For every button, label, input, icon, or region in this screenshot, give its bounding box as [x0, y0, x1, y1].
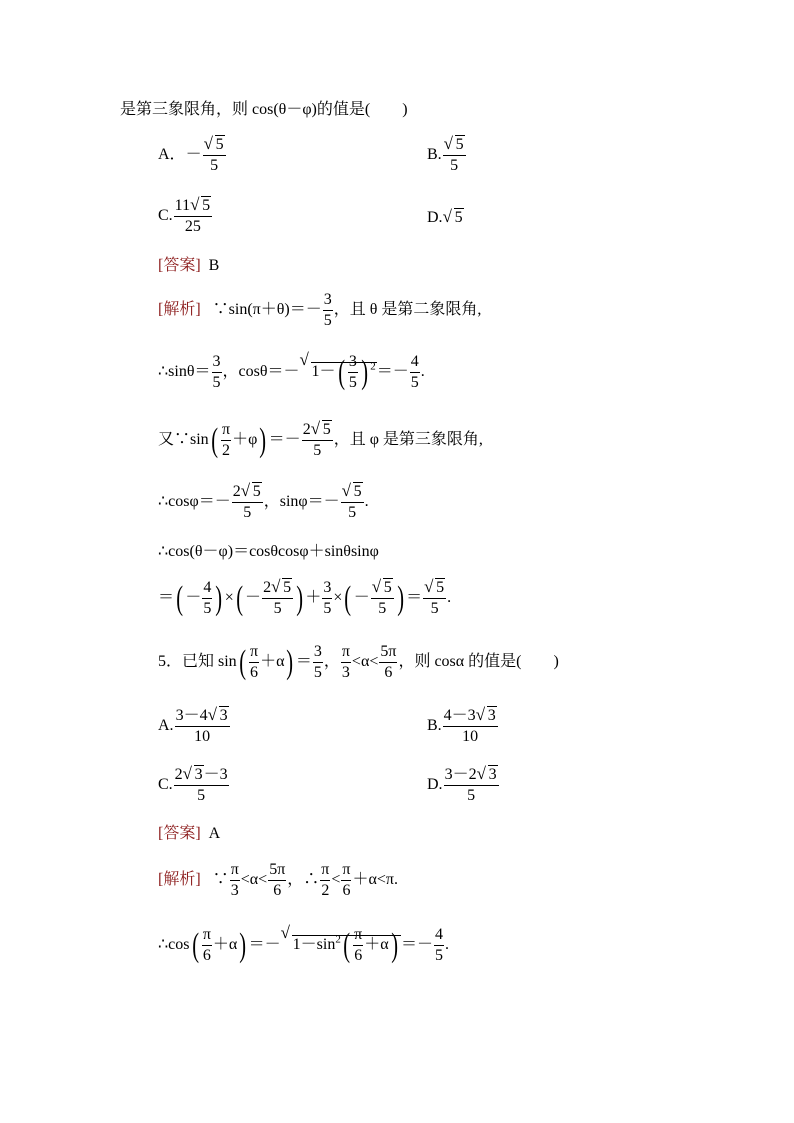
fraction: [221, 420, 231, 461]
analysis-text: ＋: [305, 589, 322, 607]
numerator: π: [341, 642, 351, 663]
numerator: 4: [410, 352, 420, 373]
option-b-den: 5: [450, 157, 459, 174]
analysis-line-1: [158, 290, 481, 331]
fraction: [232, 482, 263, 523]
analysis-text: ＋α: [364, 936, 389, 954]
numerator: π: [353, 925, 363, 946]
denominator: 5: [273, 600, 282, 617]
exponent: 2: [335, 933, 341, 946]
denominator: 5: [348, 504, 357, 521]
fraction: [348, 352, 358, 393]
stem-text: <α<: [351, 653, 379, 671]
stem-text: ＋α: [260, 653, 285, 671]
analysis-text: ∵: [212, 871, 229, 889]
option-b-fraction: [443, 135, 466, 176]
option-a-letter: A．: [158, 146, 186, 164]
analysis-text: ×: [224, 589, 234, 607]
denominator: 3: [230, 882, 239, 899]
fraction: [202, 925, 212, 966]
fraction: [320, 860, 330, 901]
sqrt: √ 1－( $\frac{3}{5}$ ) $^2$: [300, 352, 377, 393]
numerator: 4: [434, 925, 444, 946]
answer-label: [答案]: [158, 257, 201, 274]
option-d-sqrt: 3: [488, 766, 497, 783]
stem-text: 5．已知 sin: [158, 653, 237, 671]
sqrt-value: 5: [283, 579, 292, 596]
denominator: 3: [341, 664, 350, 681]
numerator: 5π: [268, 860, 286, 881]
option-b-fraction: [443, 706, 498, 747]
fraction: [341, 642, 351, 683]
analysis-text: ，sinφ＝－: [263, 493, 340, 511]
analysis-text: －: [185, 589, 202, 607]
denominator: 2: [321, 882, 330, 899]
analysis-text: ，cosθ＝－: [222, 363, 300, 381]
option-c-fraction: [174, 196, 212, 237]
option-c-num: 2: [174, 766, 183, 783]
denominator: 6: [273, 882, 282, 899]
coefficient: 2: [302, 421, 311, 438]
option-c-sqrt: 3: [194, 766, 203, 783]
denominator: 5: [243, 504, 252, 521]
analysis-line-3: 又∵sin( $\frac{\pi}{2}$ ＋φ) ＝－ $\frac{2√ 5}{5}$ ，且 φ 是第三象限角,: [158, 420, 483, 461]
option-c-letter: C.: [158, 776, 173, 794]
option-d-num: 3－2: [444, 766, 477, 783]
answer-line-q5: [158, 824, 220, 844]
analysis-label: [解析]: [158, 871, 201, 889]
analysis-line-2: [158, 352, 425, 393]
denominator: 5: [313, 664, 322, 681]
option-a-den: 10: [194, 728, 211, 745]
fraction: [313, 642, 323, 683]
analysis-text: －: [245, 589, 262, 607]
option-d-fraction: [444, 765, 499, 806]
option-a: [158, 706, 231, 747]
analysis-text: ∴sinθ＝: [158, 363, 211, 381]
fraction: [379, 642, 397, 683]
exponent: 2: [370, 360, 376, 373]
option-d-letter: D.: [427, 209, 443, 226]
denominator: 6: [342, 882, 351, 899]
option-c-den: 5: [197, 787, 206, 804]
option-d-sqrt: 5: [454, 209, 463, 226]
sqrt-value: 5: [322, 421, 331, 438]
option-c-sqrt: 5: [202, 197, 211, 214]
coefficient: 2: [263, 579, 272, 596]
analysis-text: ，且 φ 是第三象限角,: [333, 431, 483, 449]
sqrt: √ $1-\sin^2$( $\frac{\pi}{6}$ ＋α): [281, 925, 401, 966]
numerator: 3: [313, 642, 323, 663]
denominator: 5: [212, 374, 221, 391]
option-b: [427, 706, 499, 747]
denominator: 5: [203, 600, 212, 617]
option-c: [158, 765, 230, 806]
fraction: [212, 352, 222, 393]
analysis-text: 1－: [311, 363, 336, 381]
analysis-text: ＋φ: [232, 431, 258, 449]
analysis-text: －: [353, 589, 370, 607]
option-d-letter: D.: [427, 776, 443, 794]
option-b-letter: B.: [427, 146, 442, 164]
analysis-text: ∴cos: [158, 936, 190, 954]
option-d-den: 5: [467, 787, 476, 804]
denominator: 6: [250, 664, 259, 681]
denominator: 5: [323, 312, 332, 329]
option-b-letter: B.: [427, 717, 442, 735]
sqrt-value: 5: [252, 483, 261, 500]
fraction: [434, 925, 444, 966]
option-c-num-post: －3: [203, 766, 228, 783]
stem-text: ，则 cosα 的值是( ): [398, 653, 559, 671]
fraction: [322, 578, 332, 619]
option-b-den: 10: [462, 728, 479, 745]
analysis-text: ＝: [406, 589, 423, 607]
analysis-text: ＝－: [248, 936, 281, 954]
question-5-stem: 5．已知 sin( $\frac{\pi}{6}$ ＋α) ＝ $\frac{3}{5}$ ， $\frac{\pi}{3}$ <α< $\frac{5\pi}{6}$ ，则 cosα 的值是( ): [158, 643, 559, 681]
analysis-text: .: [447, 589, 452, 607]
option-c-den: 25: [184, 218, 201, 235]
option-a-fraction: [175, 706, 230, 747]
analysis-text: .: [364, 493, 369, 511]
option-a: [158, 135, 227, 176]
option-a-sqrt: 5: [215, 136, 224, 153]
fraction: [262, 578, 293, 619]
denominator: 5: [430, 600, 439, 617]
option-b-num: 4－3: [443, 707, 476, 724]
stem-text: ，: [323, 653, 340, 671]
option-b-sqrt: 5: [455, 136, 464, 153]
analysis-text: ＋α<π.: [352, 871, 398, 889]
analysis-text: ×: [333, 589, 343, 607]
fraction: [371, 578, 394, 619]
answer-value: B: [208, 257, 220, 274]
option-c: [158, 196, 213, 237]
option-c-letter: C.: [158, 207, 173, 225]
numerator: π: [202, 925, 212, 946]
fraction: [302, 420, 333, 461]
denominator: 6: [354, 947, 363, 964]
fraction: [341, 482, 364, 523]
option-c-fraction: [174, 765, 229, 806]
numerator: 3: [212, 352, 222, 373]
denominator: 6: [202, 947, 211, 964]
fraction: [341, 860, 351, 901]
analysis-text: 1－sin: [292, 936, 336, 954]
sqrt-value: 5: [383, 579, 392, 596]
analysis-text: ＝－: [376, 363, 409, 381]
fraction: [323, 290, 333, 331]
analysis-line-4: [158, 482, 369, 523]
numerator: 3: [322, 578, 332, 599]
analysis-text: ∵sin(π＋θ)＝－: [212, 301, 322, 319]
denominator: 2: [222, 442, 231, 459]
analysis-text: ＝: [158, 589, 175, 607]
option-d: [427, 208, 464, 228]
denominator: 5: [378, 600, 387, 617]
coefficient: 2: [232, 483, 241, 500]
analysis-line-2: ∴cos( $\frac{\pi}{6}$ ＋α) ＝－√ $1-\sin^2$( $\frac{\pi}{6}$ ＋α) ＝－ $\frac{4}{5}$ .: [158, 925, 449, 966]
analysis-text: ＝－: [400, 936, 433, 954]
denominator: 5: [434, 947, 443, 964]
option-a-sign: －: [185, 146, 202, 164]
analysis-line-6: ＝( － $\frac{4}{5}$ ) ×( － $\frac{2√ 5}{5}$ ) ＋ $\frac{3}{5}$ ×( － √ $\frac{5}{5}$ ) ＝ √ $\frac{5}{5}$ .: [158, 578, 451, 619]
sqrt-value: 5: [436, 579, 445, 596]
fraction: [249, 642, 259, 683]
denominator: 5: [323, 600, 332, 617]
analysis-text: ＝－: [268, 431, 301, 449]
option-a-fraction: [203, 135, 226, 176]
answer-label: [答案]: [158, 825, 201, 842]
numerator: 3: [323, 290, 333, 311]
numerator: π: [221, 420, 231, 441]
fraction: [423, 578, 446, 619]
analysis-text: ＋α: [212, 936, 238, 954]
analysis-text: ，且 θ 是第二象限角,: [333, 301, 482, 319]
analysis-text: 又∵sin: [158, 431, 209, 449]
analysis-text: .: [420, 363, 425, 381]
option-a-sqrt: 3: [219, 707, 228, 724]
stem-text: ＝: [295, 653, 312, 671]
denominator: 5: [313, 442, 322, 459]
analysis-text: ，∴: [287, 871, 320, 889]
numerator: 5π: [379, 642, 397, 663]
sqrt-value: 5: [353, 483, 362, 500]
option-d: [427, 765, 500, 806]
denominator: 5: [410, 374, 419, 391]
denominator: 6: [384, 664, 393, 681]
analysis-line-1: [158, 860, 398, 901]
option-b-sqrt: 3: [487, 707, 496, 724]
answer-value: A: [208, 825, 221, 842]
analysis-text: <α<: [240, 871, 268, 889]
fraction: [202, 578, 212, 619]
fraction: [410, 352, 420, 393]
numerator: π: [230, 860, 240, 881]
fraction: [230, 860, 240, 901]
denominator: 5: [348, 374, 357, 391]
numerator: π: [320, 860, 330, 881]
option-a-letter: A.: [158, 717, 174, 735]
option-a-num: 3－4: [175, 707, 208, 724]
analysis-text: .: [444, 936, 449, 954]
option-a-den: 5: [210, 157, 219, 174]
numerator: 4: [202, 578, 212, 599]
option-c-coef: 11: [174, 197, 191, 214]
question-tail: 是第三象限角，则 cos(θ－φ)的值是( ): [120, 101, 408, 118]
fraction: [268, 860, 286, 901]
analysis-label: [解析]: [158, 301, 201, 319]
answer-line-q4: [158, 256, 219, 276]
fraction: [353, 925, 363, 966]
numerator: π: [341, 860, 351, 881]
numerator: π: [249, 642, 259, 663]
analysis-text: <: [331, 871, 341, 889]
numerator: 3: [348, 352, 358, 373]
option-b: [427, 135, 467, 176]
analysis-text: ∴cosφ＝－: [158, 493, 231, 511]
analysis-line-5: ∴cos(θ－φ)＝cosθcosφ＋sinθsinφ: [158, 543, 379, 560]
